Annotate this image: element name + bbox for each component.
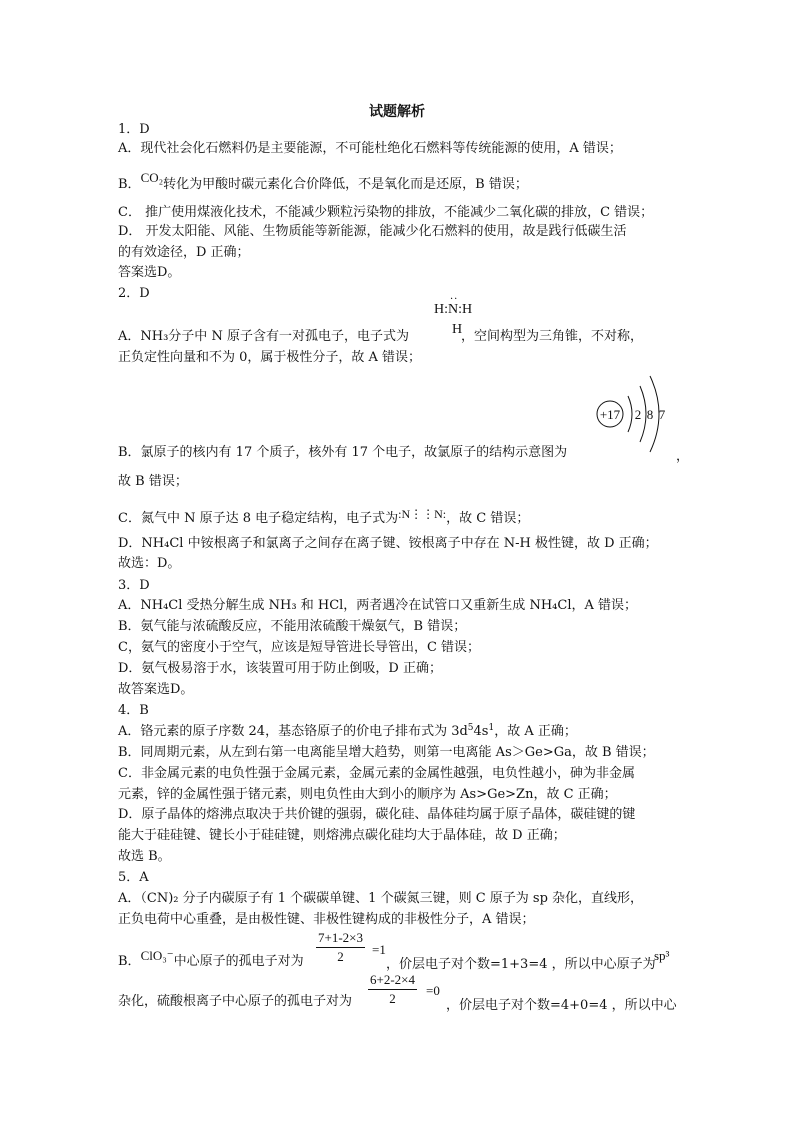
fraction-denominator: 2: [389, 991, 396, 1006]
fraction-result: =0: [426, 983, 440, 998]
explain-text: A．铬元素的原子序数 24，基态铬原子的价电子排布式为 3d: [118, 724, 468, 739]
fraction-denominator: 2: [337, 949, 344, 964]
explain-line: B．同周期元素，从左到右第一电离能呈增大趋势，则第一电离能 As＞Ge>Ga，故 B 错误；: [118, 745, 655, 760]
explain-line: C．非金属元素的电负性强于金属元素，金属元素的金属性越强，电负性越小，砷为非金属: [118, 766, 635, 781]
nh3-lewis-top: H:N:H: [434, 302, 473, 317]
fraction-numerator: 6+2-2×4: [368, 972, 417, 990]
explain-line: 杂化，硫酸根离子中心原子的孤电子对为: [118, 994, 353, 1009]
explain-line: C． 推广使用煤液化技术，不能减少颗粒污染物的排放，不能减少二氧化碳的排放，C 错误；: [118, 205, 654, 220]
explain-text: 转化为甲酸时碳元素化合价降低，不是氧化而是还原，B 错误；: [163, 177, 528, 192]
option-label: B．: [118, 954, 141, 969]
explain-line: 能大于硅硅键、键长小于硅硅键，则熔沸点碳化硅均大于晶体硅，故 D 正确；: [118, 828, 566, 843]
explain-text: ，故 C 错误；: [446, 511, 530, 526]
answer-4: 4．B: [118, 703, 149, 718]
explain-line: 元素，锌的金属性强于锗元素，则电负性由大到小的顺序为 As>Ge>Zn，故 C 正确；: [118, 787, 617, 802]
shell-electrons-2: 8: [646, 407, 654, 422]
sp3-label: sp³: [654, 948, 670, 963]
explain-line: [118, 724, 577, 741]
explain-line: 正负定性向量和不为 0，属于极性分子，故 A 错误；: [118, 350, 422, 365]
shell-electrons-1: 2: [634, 407, 642, 422]
superscript: 5: [467, 723, 474, 733]
explain-line: C，氨气的密度小于空气，应该是短导管进长导管出，C 错误；: [118, 640, 481, 655]
answer-2: 2．D: [118, 286, 150, 301]
explain-line: B．氯原子的核内有 17 个质子，核外有 17 个电子，故氯原子的结构示意图为: [118, 445, 568, 460]
explain-line: A．现代社会化石燃料仍是主要能源，不可能杜绝化石燃料等传统能源的使用，A 错误；: [118, 141, 622, 156]
fraction-sulfate: [368, 972, 417, 1007]
explain-line: D．原子晶体的熔沸点取决于共价键的强弱，碳化硅、晶体硅均属于原子晶体，碳硅键的键: [118, 807, 636, 822]
explain-line: D．NH₄Cl 中铵根离子和氯离子之间存在离子键、铵根离子中存在 N-H 极性键，故 D 正确；: [118, 536, 658, 551]
explain-text: ，价层电子对个数=4+0=4 ，所以中心: [446, 998, 677, 1013]
clo3-formula: ClO₃⁻: [140, 948, 174, 963]
fraction-result: =1: [372, 942, 386, 957]
nh3-lewis-bottom: H: [452, 322, 463, 337]
explain-line: 故 B 错误；: [118, 474, 188, 489]
explain-line: 的有效途径，D 正确；: [118, 245, 250, 260]
answer-5: 5．A: [118, 870, 149, 885]
answer-1: 1．D: [118, 122, 150, 137]
nh3-lewis-dots: ··: [450, 294, 459, 305]
explain-line: 正负电荷中心重叠，是由极性键、非极性键构成的非极性分子，A 错误；: [118, 912, 535, 927]
shell-arc-1: [628, 396, 632, 432]
explain-line: [118, 507, 530, 527]
nucleus-charge: +17: [599, 407, 621, 422]
explain-line: D． 开发太阳能、风能、生物质能等新能源，能减少化石燃料的使用，故是践行低碳生活: [118, 224, 627, 239]
explain-text: C．氮气中 N 原子达 8 电子稳定结构，电子式为: [118, 511, 399, 526]
answer-summary: 故选：D。: [118, 556, 181, 571]
explain-line: A．NH₄Cl 受热分解生成 NH₃ 和 HCl，两者遇冷在试管口又重新生成 NH₄Cl，A 错误；: [118, 598, 637, 613]
explain-line: A．（CN)₂ 分子内碳原子有 1 个碳碳单键、1 个碳氮三键，则 C 原子为 sp 杂化，直线形，: [118, 891, 644, 906]
explain-text: 4s: [473, 724, 489, 739]
explain-text: ，价层电子对个数=1+3=4 ，所以中心原子为: [386, 957, 656, 972]
answer-3: 3．D: [118, 578, 150, 593]
option-label: B．: [118, 177, 141, 192]
explain-line: D．氨气极易溶于水，该装置可用于防止倒吸，D 正确；: [118, 661, 442, 676]
explain-text: ，故 A 正确；: [494, 724, 577, 739]
fraction-numerator: 7+1-2×3: [316, 930, 365, 948]
superscript: 1: [488, 723, 495, 733]
explain-line: [118, 329, 643, 345]
shell-electrons-3: 7: [658, 407, 666, 422]
punct: ，: [676, 449, 690, 464]
answer-summary: 答案选D。: [118, 265, 181, 280]
explain-line: [118, 948, 304, 970]
fraction-clo3: [316, 930, 365, 965]
chlorine-atom-diagram: [594, 370, 674, 460]
explain-text: A．NH₃分子中 N 原子含有一对孤电子，电子式为: [118, 329, 409, 344]
answer-summary: 故答案选D。: [118, 682, 194, 697]
explain-text: ，空间构型为三角锥，不对称，: [460, 329, 643, 344]
explain-text: 中心原子的孤电子对为: [173, 954, 304, 969]
explain-line: B．氨气能与浓硫酸反应，不能用浓硫酸干燥氨气，B 错误；: [118, 619, 467, 634]
page-title: 试题解析: [369, 104, 425, 120]
co2-formula: CO₂: [140, 170, 164, 185]
n2-lewis-formula: :N⋮⋮N:: [398, 507, 447, 521]
answer-summary: 故选 B。: [118, 849, 171, 864]
explain-line: [118, 170, 528, 193]
